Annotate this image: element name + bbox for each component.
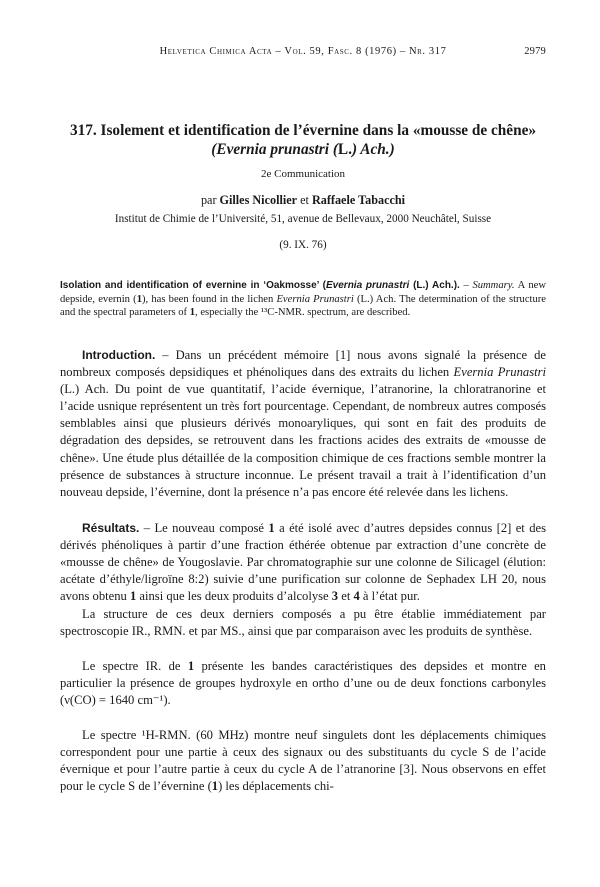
results-paragraph: Résultats. – Le nouveau composé 1 a été isolé avec d’autres depsides connus [2] et des dérivés phénoliques à partir d’une fraction éthérée obtenue par extraction d’une concrète de «mousse de chêne» de Yougoslavie. Par chromatographie sur une colonne de Silicagel (élution: acétate d’éthyle/ligroïne 8:2) suivie d’une purification sur colonne de Sephadex LH 20, nous avons obtenu 1 ainsi que les deux produits d’alcolyse 3 et 4 à l’état pur. xyxy=(60,521,546,604)
authors-conj: et xyxy=(300,193,309,207)
running-header xyxy=(60,46,546,60)
title-species: (Evernia prunastri xyxy=(211,141,329,158)
received-date: (9. IX. 76) xyxy=(279,239,327,251)
structure-paragraph: La structure de ces deux derniers composés a pu être établie immédiatement par spectroscopie IR., RMN. et par MS., ainsi que par comparaison avec les produits de synthèse. xyxy=(60,607,546,639)
authors-prefix: par xyxy=(200,193,217,207)
title-line-2: (Evernia prunastri (L.) Ach.) xyxy=(211,141,395,158)
abstract: Isolation and identification of evernine in ‘Oakmosse’ (Evernia prunastri (L.) Ach.). – Summary. A new depside, evernin (1), has been found in the lichen Evernia Prunastri (L.) Ach. The determination of the structure and the spectral parameters of 1, especially the ¹³C-NMR. spectrum, are described. xyxy=(60,280,547,319)
title-rest: ) Ach.) xyxy=(351,141,395,158)
nmr-paragraph: Le spectre ¹H-RMN. (60 MHz) montre neuf singulets dont les déplacements chimiques correspondent pour une partie à ceux des signaux ou des substituants du cycle S de l’acide évernique et pour l’autre partie à ceux du cycle A de l’atranorine [3]. Nous observons en effet pour le cycle S de l’évernine (1) les déplacements chi- xyxy=(60,728,546,794)
author-1: Gilles Nicollier xyxy=(219,193,298,207)
introduction-heading: Introduction. xyxy=(82,348,156,362)
abstract-heading: Isolation and identification of evernine in ‘Oakmosse’ (Evernia prunastri (L.) Ach.). xyxy=(60,280,460,291)
title-author-abbr: L. xyxy=(337,141,352,158)
page-number: 2979 xyxy=(524,46,546,57)
journal-citation: Helvetica Chimica Acta – Vol. 59, Fasc. 8 (1976) – Nr. 317 xyxy=(159,46,447,57)
introduction-paragraph: Introduction. – Dans un précédent mémoire [1] nous avons signalé la présence de nombreux composés depsidiques et phénoliques dans des extraits du lichen Evernia Prunastri (L.) Ach. Du point de vue quantitatif, l’acide évernique, l’atranorine, la chloratranorine et l’acide usnique représentent un très fort pourcentage. Cependant, de nombreux autres composés semblables ainsi que plusieurs dérivés monoaryliques, qui sont en fait des produits de dégradation des depsides, se retrouvent dans les fractions acides des extraits de «mousse de chêne». Une étude plus détaillée de la composition chimique de ces fractions semble montrer la présence de substances à structure inconnue. Le présent travail a trait à l’identification d’un nouveau depside, l’évernine, dont la présence n’a pas encore été relevée dans les lichens. xyxy=(60,348,546,499)
ir-paragraph: Le spectre IR. de 1 présente les bandes caractéristiques des depsides et montre en particulier la présence de groupes hydroxyle en ortho d’une ou de deux fonctions carbonyles (ν(CO) = 1640 cm⁻¹). xyxy=(60,659,546,708)
title-line-1: 317. Isolement et identification de l’évernine dans la «mousse de chêne» xyxy=(69,122,537,139)
author-2: Raffaele Tabacchi xyxy=(311,193,406,207)
article-title xyxy=(60,121,546,159)
communication-label: 2e Communication xyxy=(260,168,345,180)
results-heading: Résultats. xyxy=(82,521,140,535)
summary-label: – Summary. xyxy=(463,280,515,291)
institution: Institut de Chimie de l’Université, 51, avenue de Bellevaux, 2000 Neuchâtel, Suisse xyxy=(114,213,492,225)
author-line xyxy=(60,193,546,208)
